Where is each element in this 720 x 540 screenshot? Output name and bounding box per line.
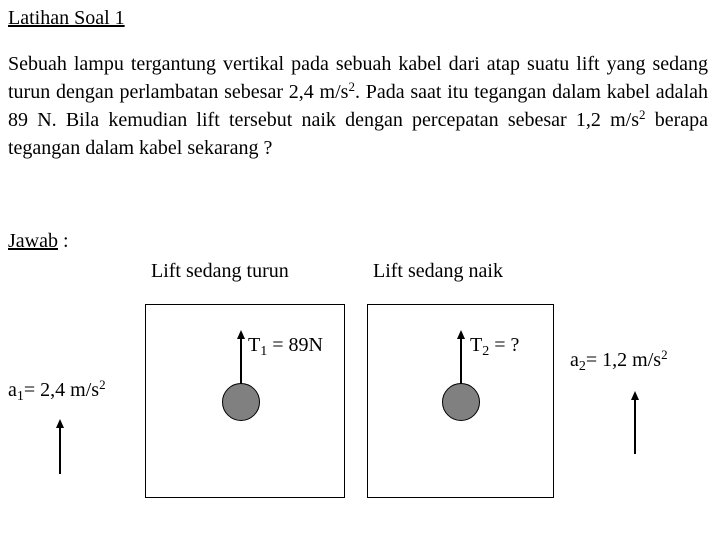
tension-2-symbol: T [470, 334, 483, 356]
lift-down-caption: Lift sedang turun [151, 260, 289, 282]
lift-down-lamp [222, 383, 260, 421]
accel-1-value: = 2,4 m/s [23, 379, 100, 401]
tension-1-subscript: 1 [260, 344, 268, 359]
exercise-title: Latihan Soal 1 [8, 7, 125, 29]
tension-1-value: = 89N [267, 334, 323, 356]
accel-2-arrow-shaft [634, 400, 636, 454]
problem-statement [8, 50, 708, 162]
problem-text-part-2: . Pada saat itu tegangan dalam kabel adalah 89 N. Bila kemudian lift tersebut naik dengan percepatan sebesar 1,2 m/s [8, 81, 708, 131]
answer-label: Jawab [8, 230, 58, 252]
accel-2-exponent: 2 [661, 347, 668, 362]
tension-2-subscript: 2 [482, 344, 490, 359]
lift-down-tension-label [248, 333, 323, 357]
accel-2-symbol: a [570, 349, 579, 371]
problem-exponent-1: 2 [348, 79, 355, 94]
accel-1-exponent: 2 [99, 377, 106, 392]
accel-2-label [570, 348, 668, 372]
tension-2-value: = ? [489, 334, 520, 356]
lift-up-tension-arrowhead-icon [457, 330, 465, 339]
accel-1-symbol: a [8, 379, 17, 401]
lift-down-tension-arrowhead-icon [237, 330, 245, 339]
lift-up-rope [460, 338, 462, 384]
lift-up-caption: Lift sedang naik [373, 260, 503, 282]
accel-2-up-arrow-icon [631, 391, 639, 400]
accel-2-subscript: 2 [578, 359, 586, 374]
accel-1-up-arrow-icon [56, 419, 64, 428]
accel-1-subscript: 1 [16, 389, 24, 404]
lift-up-tension-label [470, 333, 519, 357]
accel-2-value: = 1,2 m/s [585, 349, 662, 371]
lift-down-rope [240, 338, 242, 384]
problem-text-part-1: Sebuah lampu tergantung vertikal pada sebuah kabel dari atap suatu lift yang sedang turun dengan perlambatan sebesar 2,4 m/s [8, 53, 708, 103]
problem-exponent-2: 2 [639, 107, 646, 122]
accel-1-arrow-shaft [59, 428, 61, 474]
problem-text-part-3: berapa tegangan dalam kabel sekarang ? [8, 109, 709, 159]
lift-up-lamp [442, 383, 480, 421]
answer-colon: : [57, 230, 69, 252]
accel-1-label [8, 378, 106, 402]
answer-heading [8, 229, 69, 253]
tension-1-symbol: T [248, 334, 261, 356]
